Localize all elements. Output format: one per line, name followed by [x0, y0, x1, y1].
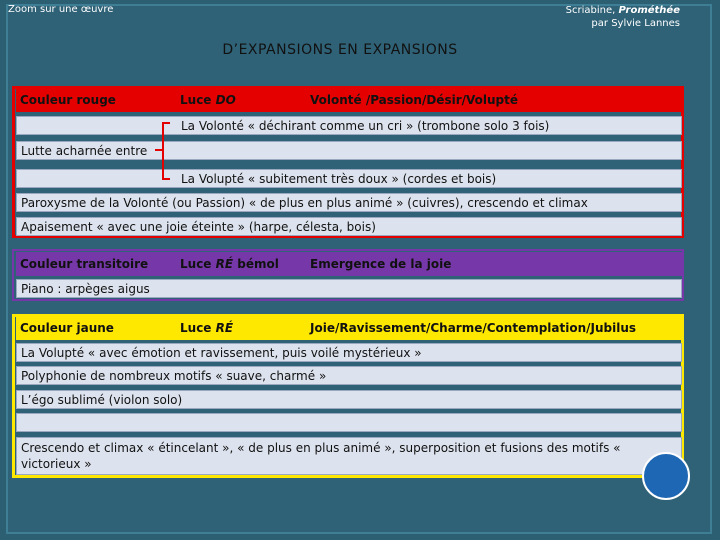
purple-col2-note: RÉ [215, 257, 234, 271]
yellow-row-1: La Volupté « avec émotion et ravissement, puis voilé mystérieux » [16, 343, 682, 362]
brace-tip [155, 149, 163, 151]
purple-row-1: Piano : arpèges aigus [16, 279, 682, 298]
yellow-col2: Luce RÉ [180, 321, 234, 335]
purple-col2: Luce RÉ bémol [180, 257, 279, 271]
red-row-1: La Volonté « déchirant comme un cri » (trombone solo 3 fois) [16, 116, 682, 135]
yellow-row-4 [16, 413, 682, 432]
red-col2-note: DO [215, 93, 236, 107]
red-row-2: Lutte acharnée entre [16, 141, 682, 160]
red-col2: Luce DO [180, 93, 236, 107]
yellow-row-3: L’égo sublimé (violon solo) [16, 390, 682, 409]
yellow-row-5: Crescendo et climax « étincelant », « de plus en plus animé », superposition et fusions des motifs « victorieux » [16, 437, 682, 475]
header-left: Zoom sur une œuvre [8, 4, 114, 15]
red-row-3: La Volupté « subitement très doux » (cordes et bois) [16, 169, 682, 188]
yellow-row-2: Polyphonie de nombreux motifs « suave, charmé » [16, 366, 682, 385]
header-right-work: Prométhée [618, 5, 680, 16]
purple-col1: Couleur transitoire [20, 257, 149, 271]
red-row-5: Apaisement « avec une joie éteinte » (harpe, célesta, bois) [16, 217, 682, 236]
purple-col3: Emergence de la joie [310, 257, 452, 271]
red-col1: Couleur rouge [20, 93, 116, 107]
page-title: D’EXPANSIONS EN EXPANSIONS [222, 42, 458, 58]
red-col3: Volonté /Passion/Désir/Volupté [310, 93, 519, 107]
header-right-author: par Sylvie Lannes [591, 18, 680, 29]
decorative-circle [642, 452, 690, 500]
header-right [566, 4, 680, 30]
yellow-section-header [16, 316, 682, 340]
red-row-4: Paroxysme de la Volonté (ou Passion) « de plus en plus animé » (cuivres), crescendo et climax [16, 193, 682, 212]
yellow-col2-note: RÉ [215, 321, 234, 335]
brace-icon [162, 122, 170, 180]
purple-section-header [16, 252, 682, 276]
yellow-col1: Couleur jaune [20, 321, 114, 335]
yellow-col3: Joie/Ravissement/Charme/Contemplation/Jubilus [310, 321, 637, 335]
header-right-prefix: Scriabine, [565, 5, 619, 16]
red-section-header [16, 88, 682, 112]
